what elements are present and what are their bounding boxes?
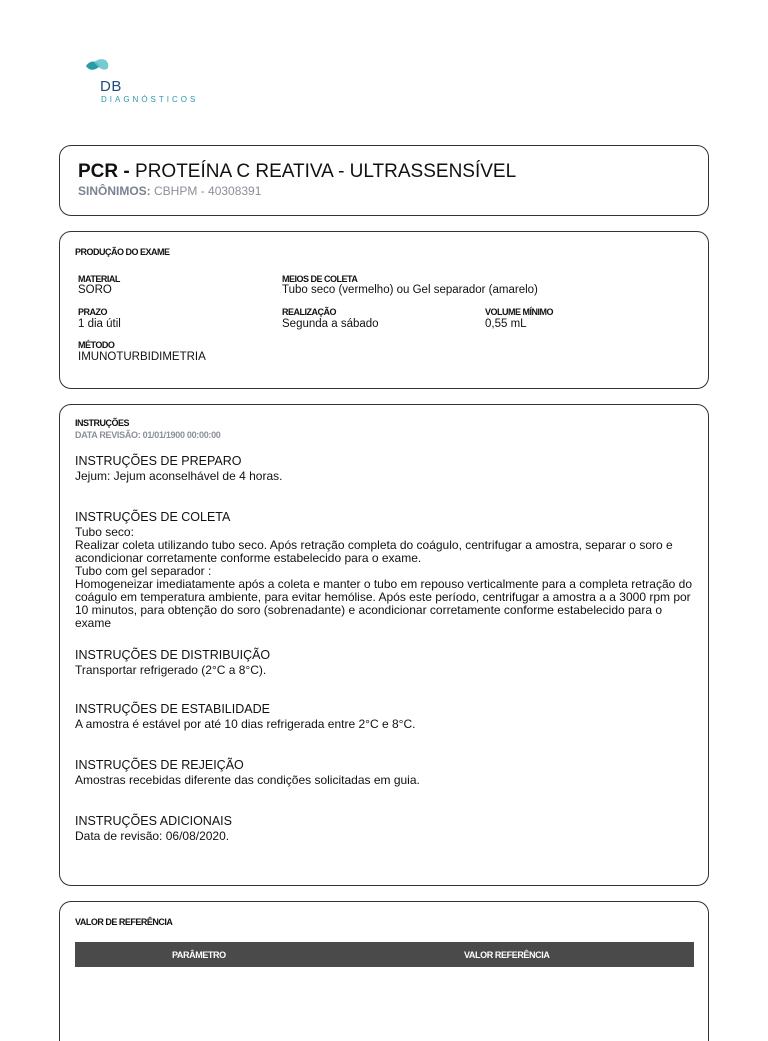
stab-text: A amostra é estável por até 10 dias refrigerada entre 2°C e 8°C. [75,717,416,731]
exam-name: PROTEÍNA C REATIVA - ULTRASSENSÍVEL [135,161,517,182]
production-card [59,231,709,389]
stab-section [75,703,700,731]
deadline-label: PRAZO [78,307,107,317]
reference-table-header [75,942,694,967]
add-title: INSTRUÇÕES ADICIONAIS [75,814,232,828]
collect-line-3: Tubo com gel separador : [75,564,212,578]
prep-title: INSTRUÇÕES DE PREPARO [75,454,242,468]
rej-text: Amostras recebidas diferente das condições solicitadas em guia. [75,773,420,787]
exam-synonyms [78,184,261,198]
prep-section [75,455,700,483]
min-volume-value: 0,55 mL [485,318,527,330]
material-value: SORO [78,284,112,296]
dist-title: INSTRUÇÕES DE DISTRIBUIÇÃO [75,648,271,662]
revision-date: DATA REVISÃO: 01/01/1900 00:00:00 [75,430,221,440]
add-section [75,815,700,843]
reference-heading: VALOR DE REFERÊNCIA [75,917,173,927]
col-reference-value: VALOR REFERÊNCIA [464,950,550,960]
production-heading: PRODUÇÃO DO EXAME [75,247,170,257]
exam-title-card [59,145,709,216]
exam-code: PCR - [78,161,130,182]
collect-line-2: Realizar coleta utilizando tubo seco. Após retração completa do coágulo, centrifugar a amostra, separar o soro e acondicionar corretamente conforme estabelecido para o exame. [75,538,673,565]
collect-title: INSTRUÇÕES DE COLETA [75,510,231,524]
rej-section [75,759,700,787]
min-volume-label: VOLUME MÍNIMO [485,307,553,317]
add-text: Data de revisão: 06/08/2020. [75,829,230,843]
realization-value: Segunda a sábado [282,318,379,330]
dist-text: Transportar refrigerado (2°C a 8°C). [75,663,267,677]
realization-label: REALIZAÇÃO [282,307,336,317]
instructions-card [59,404,709,886]
logo-subtitle: DIAGNÓSTICOS [101,95,199,104]
deadline-value: 1 dia útil [78,318,121,330]
logo-name: DB [100,78,122,95]
collection-label: MEIOS DE COLETA [282,274,358,284]
rej-title: INSTRUÇÕES DE REJEIÇÃO [75,758,244,772]
collect-line-4: Homogeneizar imediatamente após a coleta e manter o tubo em repouso verticalmente para a completa retração do coágulo em temperatura ambiente, para evitar hemólise. Após este período, centrifugar a amostra a a 3000 rpm por 10 minutos, para obtenção do soro (sobrenadante) e acondicionar corretamente conforme estabelecido para o exame [75,577,693,630]
method-value: IMUNOTURBIDIMETRIA [78,351,206,363]
collect-line-1: Tubo seco: [75,525,134,539]
prep-text: Jejum: Jejum aconselhável de 4 horas. [75,469,283,483]
method-label: MÉTODO [78,340,115,350]
material-label: MATERIAL [78,274,120,284]
synonyms-value: CBHPM - 40308391 [154,184,262,198]
instructions-heading: INSTRUÇÕES [75,418,130,428]
dist-section [75,649,700,677]
synonyms-label: SINÔNIMOS: [78,184,151,198]
collection-value: Tubo seco (vermelho) ou Gel separador (amarelo) [282,284,538,296]
exam-title [78,161,516,183]
col-parameter: PARÂMETRO [172,950,226,960]
reference-card [59,901,709,1041]
stab-title: INSTRUÇÕES DE ESTABILIDADE [75,702,270,716]
collect-section [75,511,700,630]
